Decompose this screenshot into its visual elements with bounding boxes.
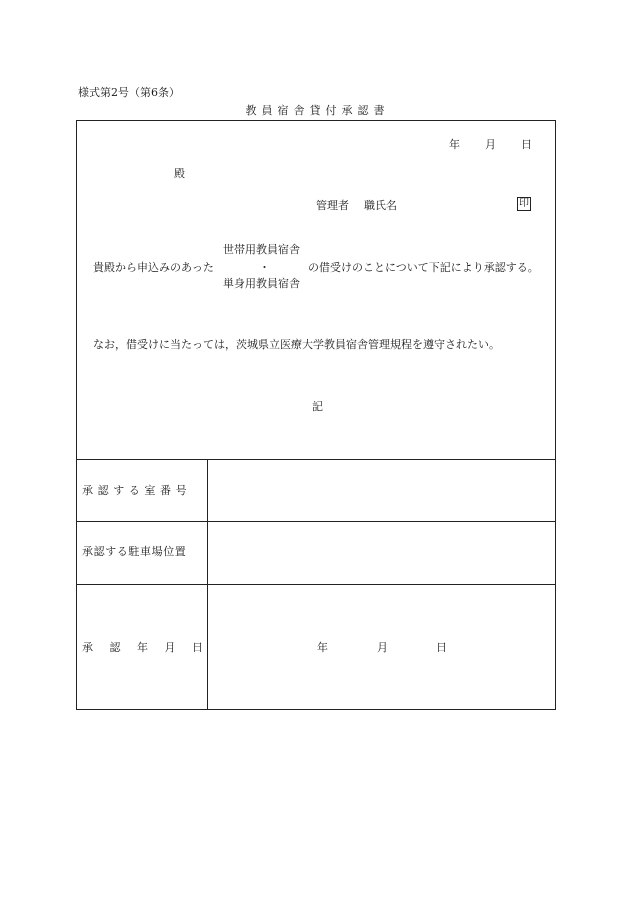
approval-year-label: 年: [317, 641, 328, 654]
approval-date-label: [82, 642, 203, 653]
approval-day-label: 日: [436, 641, 447, 654]
form-number: 様式第2号（第6条）: [78, 86, 180, 99]
approval-form-frame: [76, 120, 556, 710]
room-number-label: 承認する室番号: [82, 484, 192, 497]
issue-day-label: 日: [521, 138, 532, 151]
approval-date-label-char: 月: [164, 641, 176, 654]
body-text-prefix: 貴殿から申込みのあった: [93, 261, 214, 274]
recipient-suffix: 殿: [174, 167, 185, 180]
compliance-note: なお，借受けに当たっては，茨城県立医療大学教員宿舎管理規程を遵守されたい。: [93, 338, 500, 351]
housing-option-single: 単身用教員宿舎: [223, 277, 300, 290]
approval-month-label: 月: [377, 641, 388, 654]
housing-option-separator: ・: [259, 261, 270, 274]
body-text-suffix: の借受けのことについて下記により承認する。: [308, 261, 539, 274]
room-number-value-cell[interactable]: [208, 460, 555, 521]
manager-title-name-label: 職氏名: [364, 199, 397, 212]
ki-label: 記: [312, 400, 323, 413]
issue-year-label: 年: [449, 138, 460, 151]
parking-location-label: 承認する駐車場位置: [82, 545, 187, 558]
seal-mark: 印: [519, 198, 529, 209]
approval-date-label-char: 承: [82, 641, 93, 654]
approval-date-label-char: 認: [109, 641, 121, 654]
parking-location-value-cell[interactable]: [208, 522, 555, 584]
issue-month-label: 月: [485, 138, 496, 151]
approval-date-label-char: 年: [137, 641, 148, 654]
approval-date-label-char: 日: [192, 641, 203, 654]
manager-label: 管理者: [316, 199, 349, 212]
document-title: 教員宿舎貸付承認書: [245, 104, 390, 117]
housing-option-family: 世帯用教員宿舎: [223, 243, 300, 256]
